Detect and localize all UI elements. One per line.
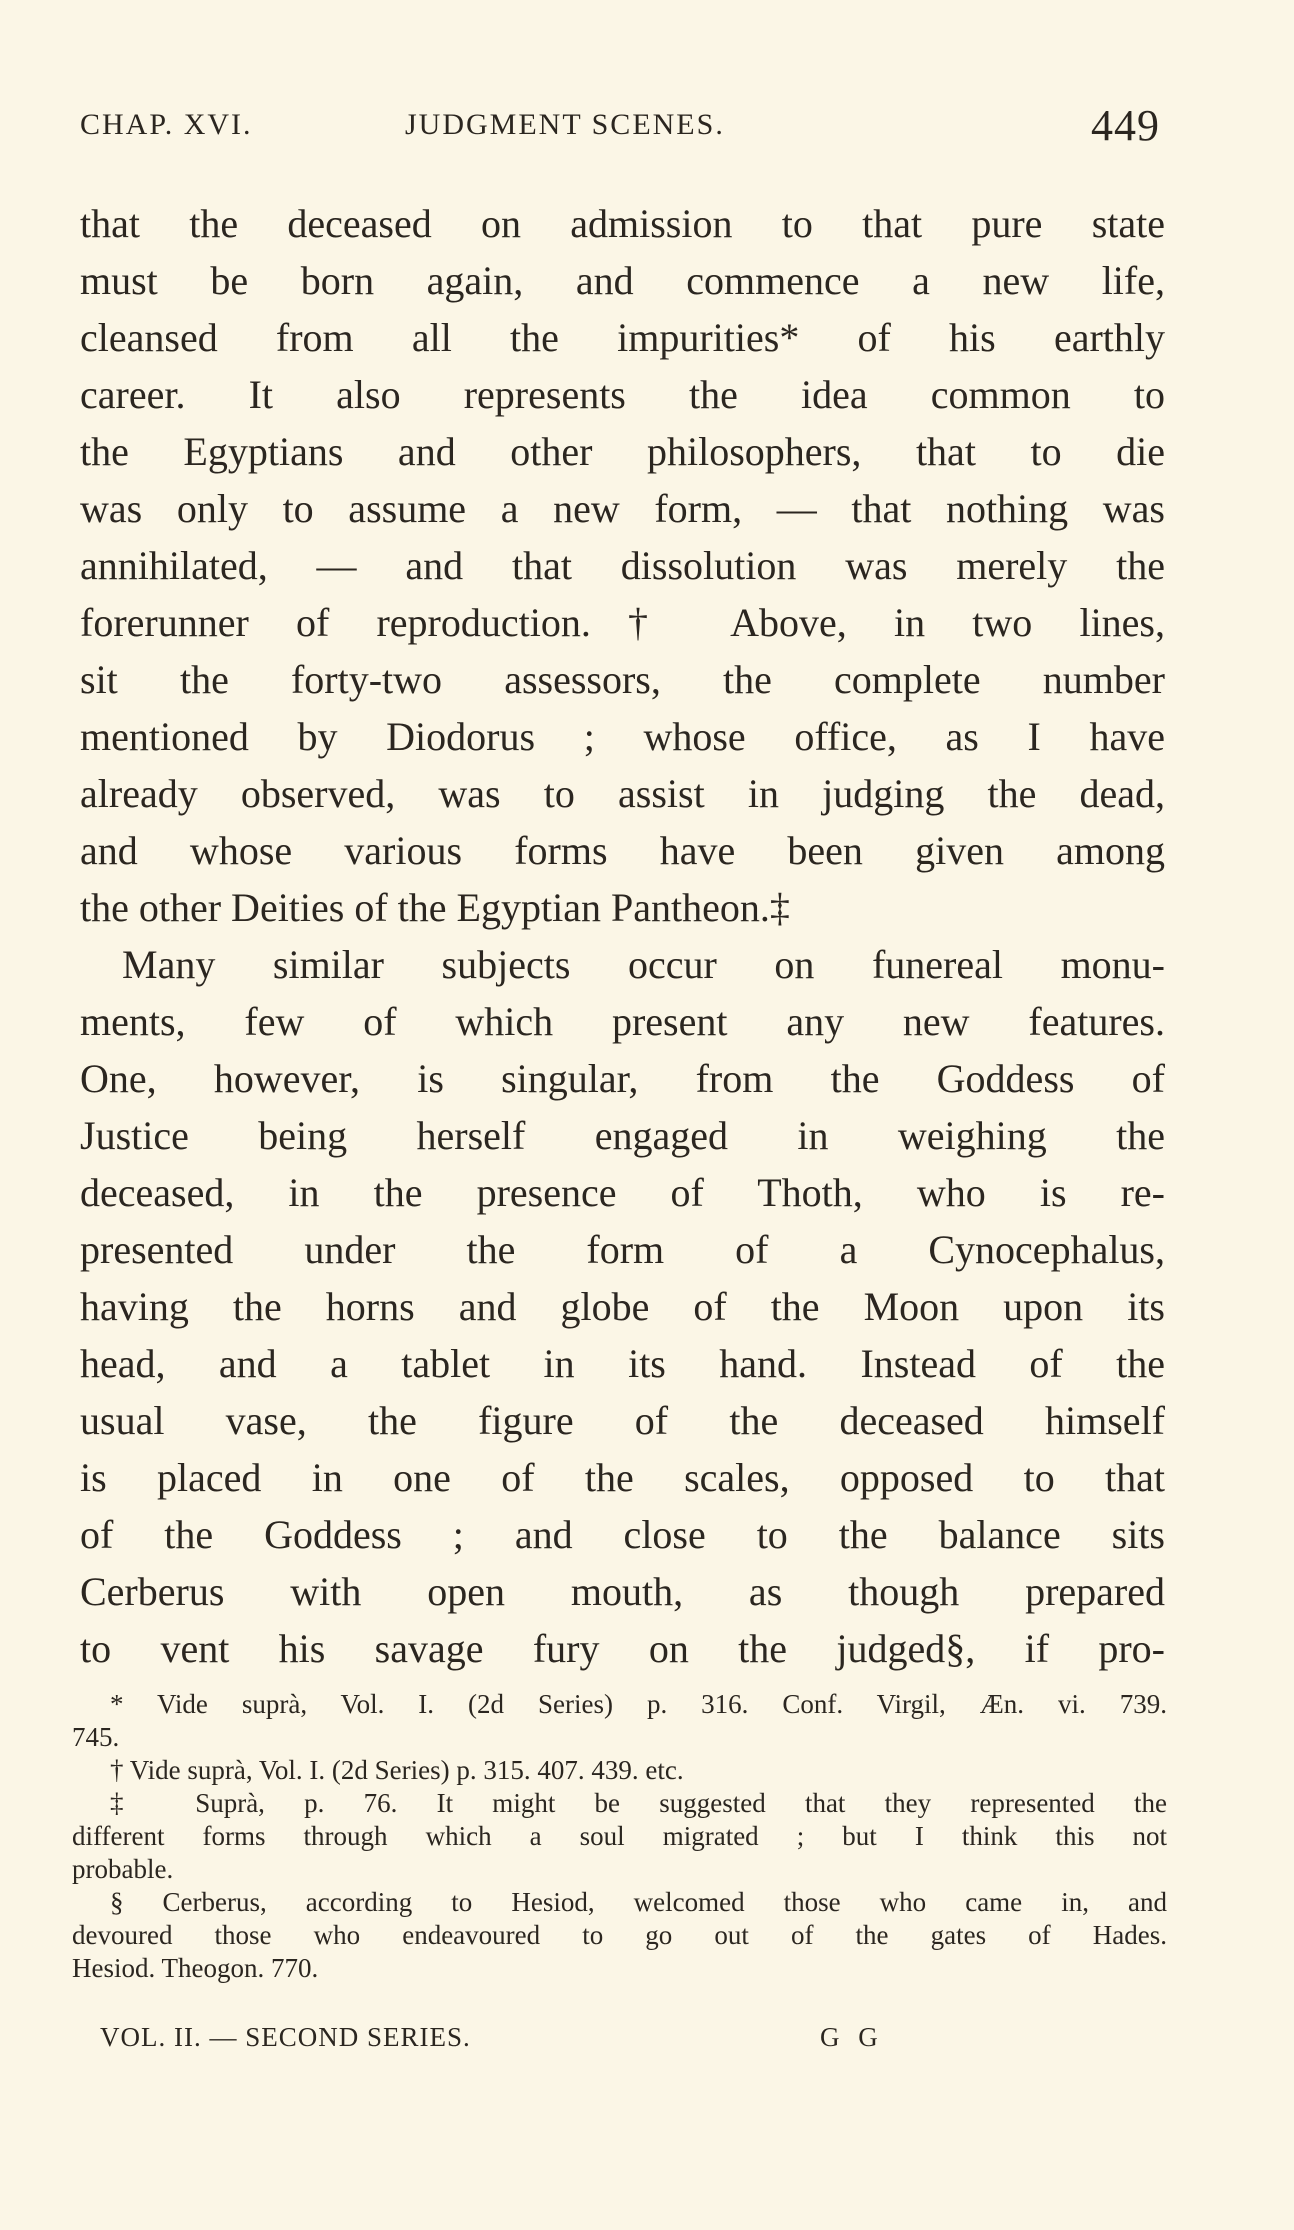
- body-line: One, however, is singular, from the Goddess of: [80, 1056, 1165, 1101]
- body-line: that the deceased on admission to that pure state: [80, 201, 1165, 246]
- body-line: deceased, in the presence of Thoth, who is re-: [80, 1170, 1165, 1215]
- body-text: [80, 195, 1165, 1677]
- page-footer: [100, 2022, 900, 2062]
- chapter-title: JUDGMENT SCENES.: [405, 108, 725, 141]
- body-line: sit the forty-two assessors, the complete number: [80, 657, 1165, 702]
- running-head: [80, 100, 1160, 160]
- body-line: cleansed from all the impurities* of his earthly: [80, 315, 1165, 360]
- body-line: Cerberus with open mouth, as though prepared: [80, 1569, 1165, 1614]
- volume-label: VOL. II. — SECOND SERIES.: [100, 2022, 471, 2052]
- footnote-line: † Vide suprà, Vol. I. (2d Series) p. 315. 407. 439. etc.: [110, 1755, 684, 1785]
- body-line: was only to assume a new form, — that nothing was: [80, 486, 1165, 531]
- body-line: mentioned by Diodorus ; whose office, as I have: [80, 714, 1165, 759]
- body-line: is placed in one of the scales, opposed to that: [80, 1455, 1165, 1500]
- footnote-line: devoured those who endeavoured to go out of the gates of Hades.: [72, 1920, 1167, 1950]
- chapter-label: CHAP. XVI.: [80, 108, 253, 141]
- body-line: forerunner of reproduction.† Above, in two lines,: [80, 600, 1165, 645]
- footnote-line: ‡ Suprà, p. 76. It might be suggested that they represented the: [110, 1788, 1167, 1818]
- footnote-line: § Cerberus, according to Hesiod, welcomed those who came in, and: [110, 1887, 1167, 1917]
- footnote-line: different forms through which a soul migrated ; but I think this not: [72, 1821, 1167, 1851]
- body-line: head, and a tablet in its hand. Instead of the: [80, 1341, 1165, 1386]
- body-line: usual vase, the figure of the deceased himself: [80, 1398, 1165, 1443]
- body-line: already observed, was to assist in judging the dead,: [80, 771, 1165, 816]
- footnote-line: probable.: [72, 1854, 174, 1884]
- body-line: annihilated, — and that dissolution was merely the: [80, 543, 1165, 588]
- body-line: and whose various forms have been given among: [80, 828, 1165, 873]
- body-line: Justice being herself engaged in weighing the: [80, 1113, 1165, 1158]
- body-line: presented under the form of a Cynocephalus,: [80, 1227, 1165, 1272]
- body-line: the other Deities of the Egyptian Pantheon.‡: [80, 885, 790, 930]
- signature-mark: G G: [820, 2022, 884, 2052]
- body-line: ments, few of which present any new features.: [80, 999, 1165, 1044]
- page-number: 449: [1091, 101, 1160, 150]
- body-line: to vent his savage fury on the judged§, if pro-: [80, 1626, 1165, 1671]
- body-line: must be born again, and commence a new life,: [80, 258, 1165, 303]
- body-line: career. It also represents the idea common to: [80, 372, 1165, 417]
- footnote-line: Hesiod. Theogon. 770.: [72, 1953, 319, 1983]
- footnotes: [72, 1688, 1167, 1985]
- footnote-line: * Vide suprà, Vol. I. (2d Series) p. 316. Conf. Virgil, Æn. vi. 739.: [110, 1689, 1167, 1719]
- body-line: having the horns and globe of the Moon upon its: [80, 1284, 1165, 1329]
- footnote-line: 745.: [72, 1722, 120, 1752]
- body-line: of the Goddess ; and close to the balance sits: [80, 1512, 1165, 1557]
- body-line: the Egyptians and other philosophers, that to die: [80, 429, 1165, 474]
- paragraph-start-line: Many similar subjects occur on funereal monu-: [122, 942, 1165, 987]
